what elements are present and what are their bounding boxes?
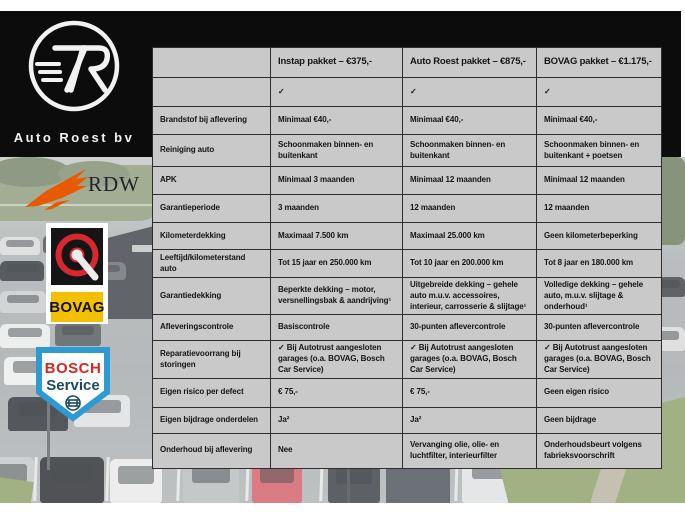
bovag-band	[51, 292, 103, 322]
package-comparison-table	[152, 47, 662, 469]
column-header-instap: Instap pakket – €375,-	[271, 48, 403, 78]
cell: ✓ Bij Autotrust aangesloten garages (o.a. BOVAG, Bosch Car Service)	[271, 341, 403, 378]
table-row	[153, 433, 662, 468]
table-row	[153, 341, 662, 378]
bovag-q-icon	[51, 228, 103, 285]
cell-checkmark: ✓	[537, 78, 662, 107]
cell: Minimaal 12 maanden	[403, 167, 537, 195]
car	[0, 261, 44, 281]
row-label: Brandstof bij aflevering	[153, 107, 271, 135]
row-label: Reiniging auto	[153, 135, 271, 167]
cell: Geen bijdrage	[537, 407, 662, 433]
bovag-wordmark: BOVAG	[49, 298, 105, 316]
cell-checkmark: ✓	[271, 78, 403, 107]
brand-name: Auto Roest bv	[13, 130, 135, 145]
bosch-service-logo	[35, 346, 111, 422]
cell: Vervanging olie, olie- en luchtfilter, interieurfilter	[403, 433, 537, 468]
row-label: Kilometerdekking	[153, 223, 271, 250]
table-row	[153, 167, 662, 195]
cell: 30-punten aflevercontrole	[537, 315, 662, 341]
parking-line	[33, 457, 38, 501]
row-label	[153, 78, 271, 107]
column-header-bovag: BOVAG pakket – €1.175,-	[537, 48, 662, 78]
cell: Geen kilometerbeperking	[537, 223, 662, 250]
table-row	[153, 223, 662, 250]
cell: Nee	[271, 433, 403, 468]
cell: Maximaal 25.000 km	[403, 223, 537, 250]
row-label: Afleveringscontrole	[153, 315, 271, 341]
cell: Minimaal 12 maanden	[537, 167, 662, 195]
table-row	[153, 278, 662, 315]
column-header-empty	[153, 48, 271, 78]
row-label: Reparatievoorrang bij storingen	[153, 341, 271, 378]
table-row	[153, 250, 662, 278]
cell: Onderhoudsbeurt volgens fabrieksvoorschrift	[537, 433, 662, 468]
table-row	[153, 107, 662, 135]
column-header-auto-roest: Auto Roest pakket – €875,-	[403, 48, 537, 78]
cell: Geen eigen risico	[537, 378, 662, 407]
cell: Maximaal 7.500 km	[271, 223, 403, 250]
trailer	[386, 467, 450, 503]
cell: Ja²	[271, 407, 403, 433]
cell: Schoonmaken binnen- en buitenkant	[403, 135, 537, 167]
cell: € 75,-	[403, 378, 537, 407]
cell-checkmark: ✓	[403, 78, 537, 107]
rdw-eagle-icon	[24, 167, 88, 211]
cell: Schoonmaken binnen- en buitenkant + poetsen	[537, 135, 662, 167]
cell: Minimaal 3 maanden	[271, 167, 403, 195]
cell: Minimaal €40,-	[403, 107, 537, 135]
cell: 30-punten aflevercontrole	[403, 315, 537, 341]
car	[40, 457, 104, 503]
cell: 12 maanden	[403, 195, 537, 223]
table-row	[153, 78, 662, 107]
cell: Ja²	[403, 407, 537, 433]
cell: Minimaal €40,-	[271, 107, 403, 135]
bosch-service-wordmark: Service	[46, 377, 100, 394]
car	[55, 322, 101, 346]
cell: 3 maanden	[271, 195, 403, 223]
cell: € 75,-	[271, 378, 403, 407]
row-label: Garantiedekking	[153, 278, 271, 315]
row-label: Garantieperiode	[153, 195, 271, 223]
cell: Volledige dekking – gehele auto, m.u.v. slijtage & onderhoud¹	[537, 278, 662, 315]
rdw-logo	[24, 167, 144, 215]
table-row	[153, 195, 662, 223]
row-label: Eigen risico per defect	[153, 378, 271, 407]
table-row	[153, 135, 662, 167]
cell: Uitgebreide dekking – gehele auto m.u.v. accessoires, interieur, carrosserie & slijtage¹	[403, 278, 537, 315]
auto-roest-logo-icon	[18, 16, 130, 120]
table-row	[153, 407, 662, 433]
cell: Beperkte dekking – motor, versnellingsbak & aandrijving¹	[271, 278, 403, 315]
row-label: APK	[153, 167, 271, 195]
cell: ✓ Bij Autotrust aangesloten garages (o.a. BOVAG, Bosch Car Service)	[537, 341, 662, 378]
row-label: Eigen bijdrage onderdelen	[153, 407, 271, 433]
cell: Tot 10 jaar en 200.000 km	[403, 250, 537, 278]
rdw-wordmark: RDW	[88, 172, 140, 196]
bovag-logo	[46, 223, 108, 324]
cell: Tot 15 jaar en 250.000 km	[271, 250, 403, 278]
car	[0, 324, 50, 348]
bosch-wordmark: BOSCH	[44, 360, 102, 377]
car	[0, 291, 46, 313]
table-row	[153, 378, 662, 407]
row-label: Onderhoud bij aflevering	[153, 433, 271, 468]
cell: Basiscontrole	[271, 315, 403, 341]
cell: Schoonmaken binnen- en buitenkant	[271, 135, 403, 167]
car	[0, 237, 40, 255]
cell: ✓ Bij Autotrust aangesloten garages (o.a. BOVAG, Bosch Car Service)	[403, 341, 537, 378]
cell: 12 maanden	[537, 195, 662, 223]
row-label: Leeftijd/kilometerstand auto	[153, 250, 271, 278]
cell: Minimaal €40,-	[537, 107, 662, 135]
table-header-row	[153, 48, 662, 78]
building-sign	[132, 245, 154, 252]
cell: Tot 8 jaar en 180.000 km	[537, 250, 662, 278]
table-row	[153, 315, 662, 341]
